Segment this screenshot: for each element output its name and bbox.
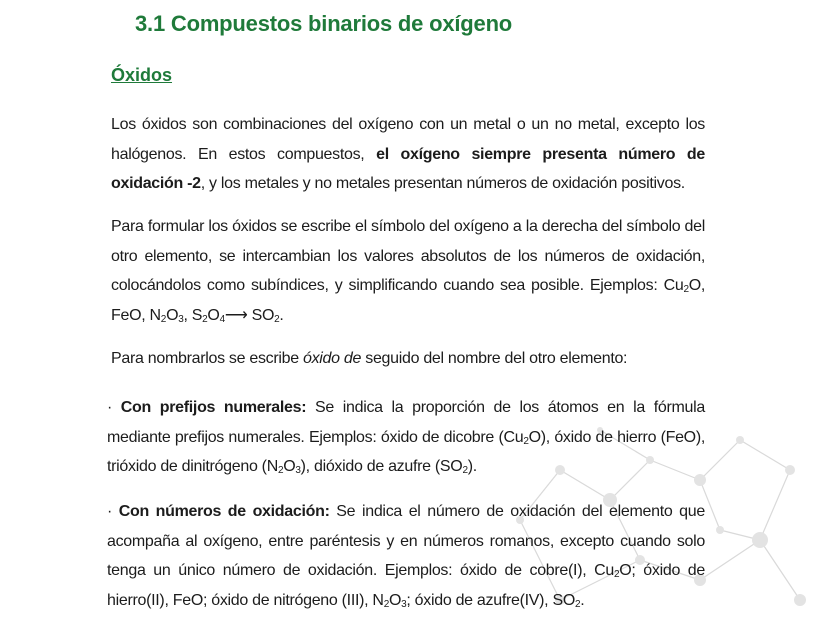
subscript: 2 bbox=[274, 313, 280, 325]
subscript: 2 bbox=[523, 435, 529, 447]
subscript: 2 bbox=[160, 313, 167, 325]
text-span: Los óxidos son combinaciones del oxígeno con un metal o un no metal, excepto los halógenos. En estos compuestos, bbox=[111, 116, 705, 163]
subscript: 2 bbox=[462, 465, 468, 476]
formula: O bbox=[207, 306, 220, 324]
formula: O bbox=[166, 306, 179, 324]
paragraph-naming bbox=[111, 344, 705, 374]
bullet: · bbox=[107, 399, 121, 416]
list-item-label: Con números de oxidación: bbox=[118, 503, 330, 520]
subscript: 3 bbox=[401, 598, 407, 610]
text-span: . bbox=[279, 306, 284, 324]
italic-text: óxido de bbox=[303, 350, 362, 367]
subsection-title-oxidos: Óxidos bbox=[111, 65, 173, 85]
subscript: 3 bbox=[295, 465, 301, 476]
section-title: 3.1 Compuestos binarios de oxígeno bbox=[135, 11, 513, 36]
formula: ⟶ SO bbox=[224, 306, 275, 324]
text-span: , y los metales y no metales presentan números de oxidación positivos. bbox=[200, 175, 685, 192]
subscript: 2 bbox=[202, 313, 208, 325]
text-span: Se indica el número de oxidación del elemento que acompaña al oxígeno, entre paréntesis y en números romanos, excepto cuando solo tenga un único número de oxidación. Ejemplos: óxido de cobre(I), Cu bbox=[107, 503, 705, 579]
subscript: 2 bbox=[574, 598, 581, 610]
subscript: 2 bbox=[683, 284, 689, 295]
formula: Cu bbox=[663, 277, 684, 294]
subscript: 2 bbox=[383, 598, 389, 610]
text-span: . bbox=[580, 591, 585, 609]
subscript: 3 bbox=[178, 313, 184, 325]
list-item-prefijos bbox=[107, 393, 705, 482]
text-span: O; óxido de hierro(II), FeO; óxido de nitrógeno (III), N bbox=[107, 562, 706, 609]
subscript: 4 bbox=[219, 313, 225, 325]
text-span: Se indica la proporción de los átomos en la fórmula mediante prefijos numerales. Ejemplos: óxido de dicobre (Cu bbox=[107, 399, 706, 446]
paragraph-formulation bbox=[111, 212, 705, 330]
subscript: 2 bbox=[613, 569, 620, 580]
text-span: O), óxido de hierro (FeO), trióxido de dinitrógeno (N bbox=[107, 428, 705, 475]
text-span: O bbox=[283, 458, 296, 475]
text-span: Para formular los óxidos se escribe el símbolo del oxígeno a la derecha del símbolo del otro elemento, se intercambian los valores absolutos de los números de oxidación, colocándolos como subíndices, y simplificando cuando sea posible. Ejemplos: bbox=[111, 218, 705, 294]
list-item-numeros-oxidacion bbox=[107, 497, 705, 615]
formula: , S bbox=[183, 306, 203, 324]
list-item-label: Con prefijos numerales: bbox=[120, 399, 307, 416]
text-span: ; óxido de azufre(IV), SO bbox=[406, 591, 575, 609]
text-span: O bbox=[388, 591, 402, 609]
text-span: seguido del nombre del otro elemento: bbox=[361, 350, 628, 367]
formula: O, FeO, bbox=[111, 277, 705, 324]
bullet: · bbox=[107, 503, 119, 520]
formula: N bbox=[149, 306, 161, 324]
text-span: Para nombrarlos se escribe bbox=[111, 350, 303, 367]
emphasis-text: el oxígeno siempre presenta número de oxidación -2 bbox=[111, 145, 705, 192]
subscript: 2 bbox=[277, 465, 284, 476]
paragraph-definition bbox=[111, 110, 705, 199]
text-span: ), dióxido de azufre (SO bbox=[300, 458, 463, 475]
text-span: ). bbox=[467, 458, 477, 475]
